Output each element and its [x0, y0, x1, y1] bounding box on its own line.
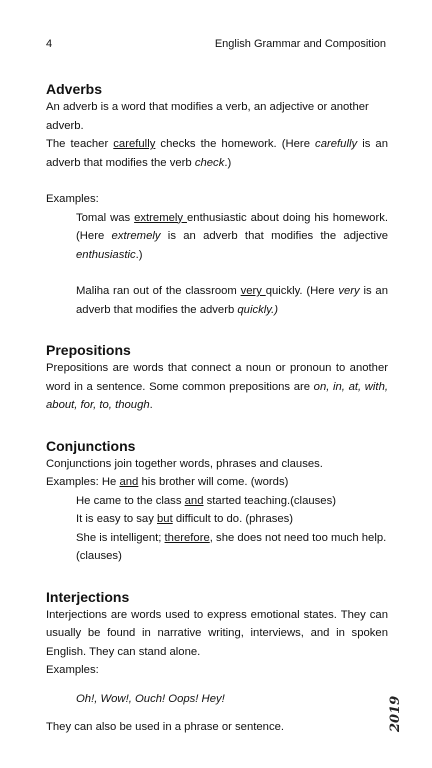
conjunction-example-3-tail: (clauses) [76, 550, 122, 562]
adverb-definition: An adverb is a word that modifies a verb, an adjective or another adverb. [46, 101, 369, 132]
conjunction-example-1: He came to the class and started teaching.(clauses) [76, 494, 336, 507]
interjection-closing: They can also be used in a phrase or sentence. [46, 721, 285, 733]
adverb-example-1: Tomal was extremely enthusiastic about doing his homework. (Here extremely is an adverb that modifies the adjective enthusiastic.) [76, 211, 389, 261]
adverb-examples-label: Examples: [46, 193, 99, 205]
running-title: English Grammar and Composition [214, 38, 386, 50]
page-header [46, 38, 386, 50]
page-number: 4 [46, 38, 53, 50]
adverb-example-2: Maliha ran out of the classroom very quickly. (Here very is an adverb that modifies the adverb quickly.) [76, 285, 388, 316]
adverb-main-example: The teacher carefully checks the homework. (Here carefully is an adverb that modifies the verb check.) [46, 138, 388, 169]
section-heading-adverbs: Adverbs [46, 81, 103, 97]
section-heading-interjections: Interjections [46, 588, 130, 605]
section-heading-prepositions: Prepositions [46, 342, 131, 358]
conjunction-definition: Conjunctions join together words, phrases and clauses. [46, 457, 323, 470]
margin-year: 2019 [388, 695, 403, 732]
page-content [46, 80, 388, 737]
section-heading-conjunctions: Conjunctions [46, 437, 136, 454]
conjunction-example-3: She is intelligent; therefore, she does not need too much help. [76, 531, 387, 544]
interjection-examples: Oh!, Wow!, Ouch! Oops! Hey! [76, 692, 225, 705]
conjunction-example-0: Examples: He and his brother will come. (words) [46, 476, 289, 488]
preposition-definition: Prepositions are words that connect a noun or pronoun to another word in a sentence. Some common prepositions are on, in, at, with, about, for, to, though. [46, 362, 388, 411]
conjunction-example-2: It is easy to say but difficult to do. (phrases) [76, 513, 294, 525]
interjection-definition: Interjections are words used to express emotional states. They can usually be found in narrative writing, interviews, and in spoken English. They can stand alone. [46, 608, 388, 658]
interjection-examples-label: Examples: [46, 664, 99, 676]
